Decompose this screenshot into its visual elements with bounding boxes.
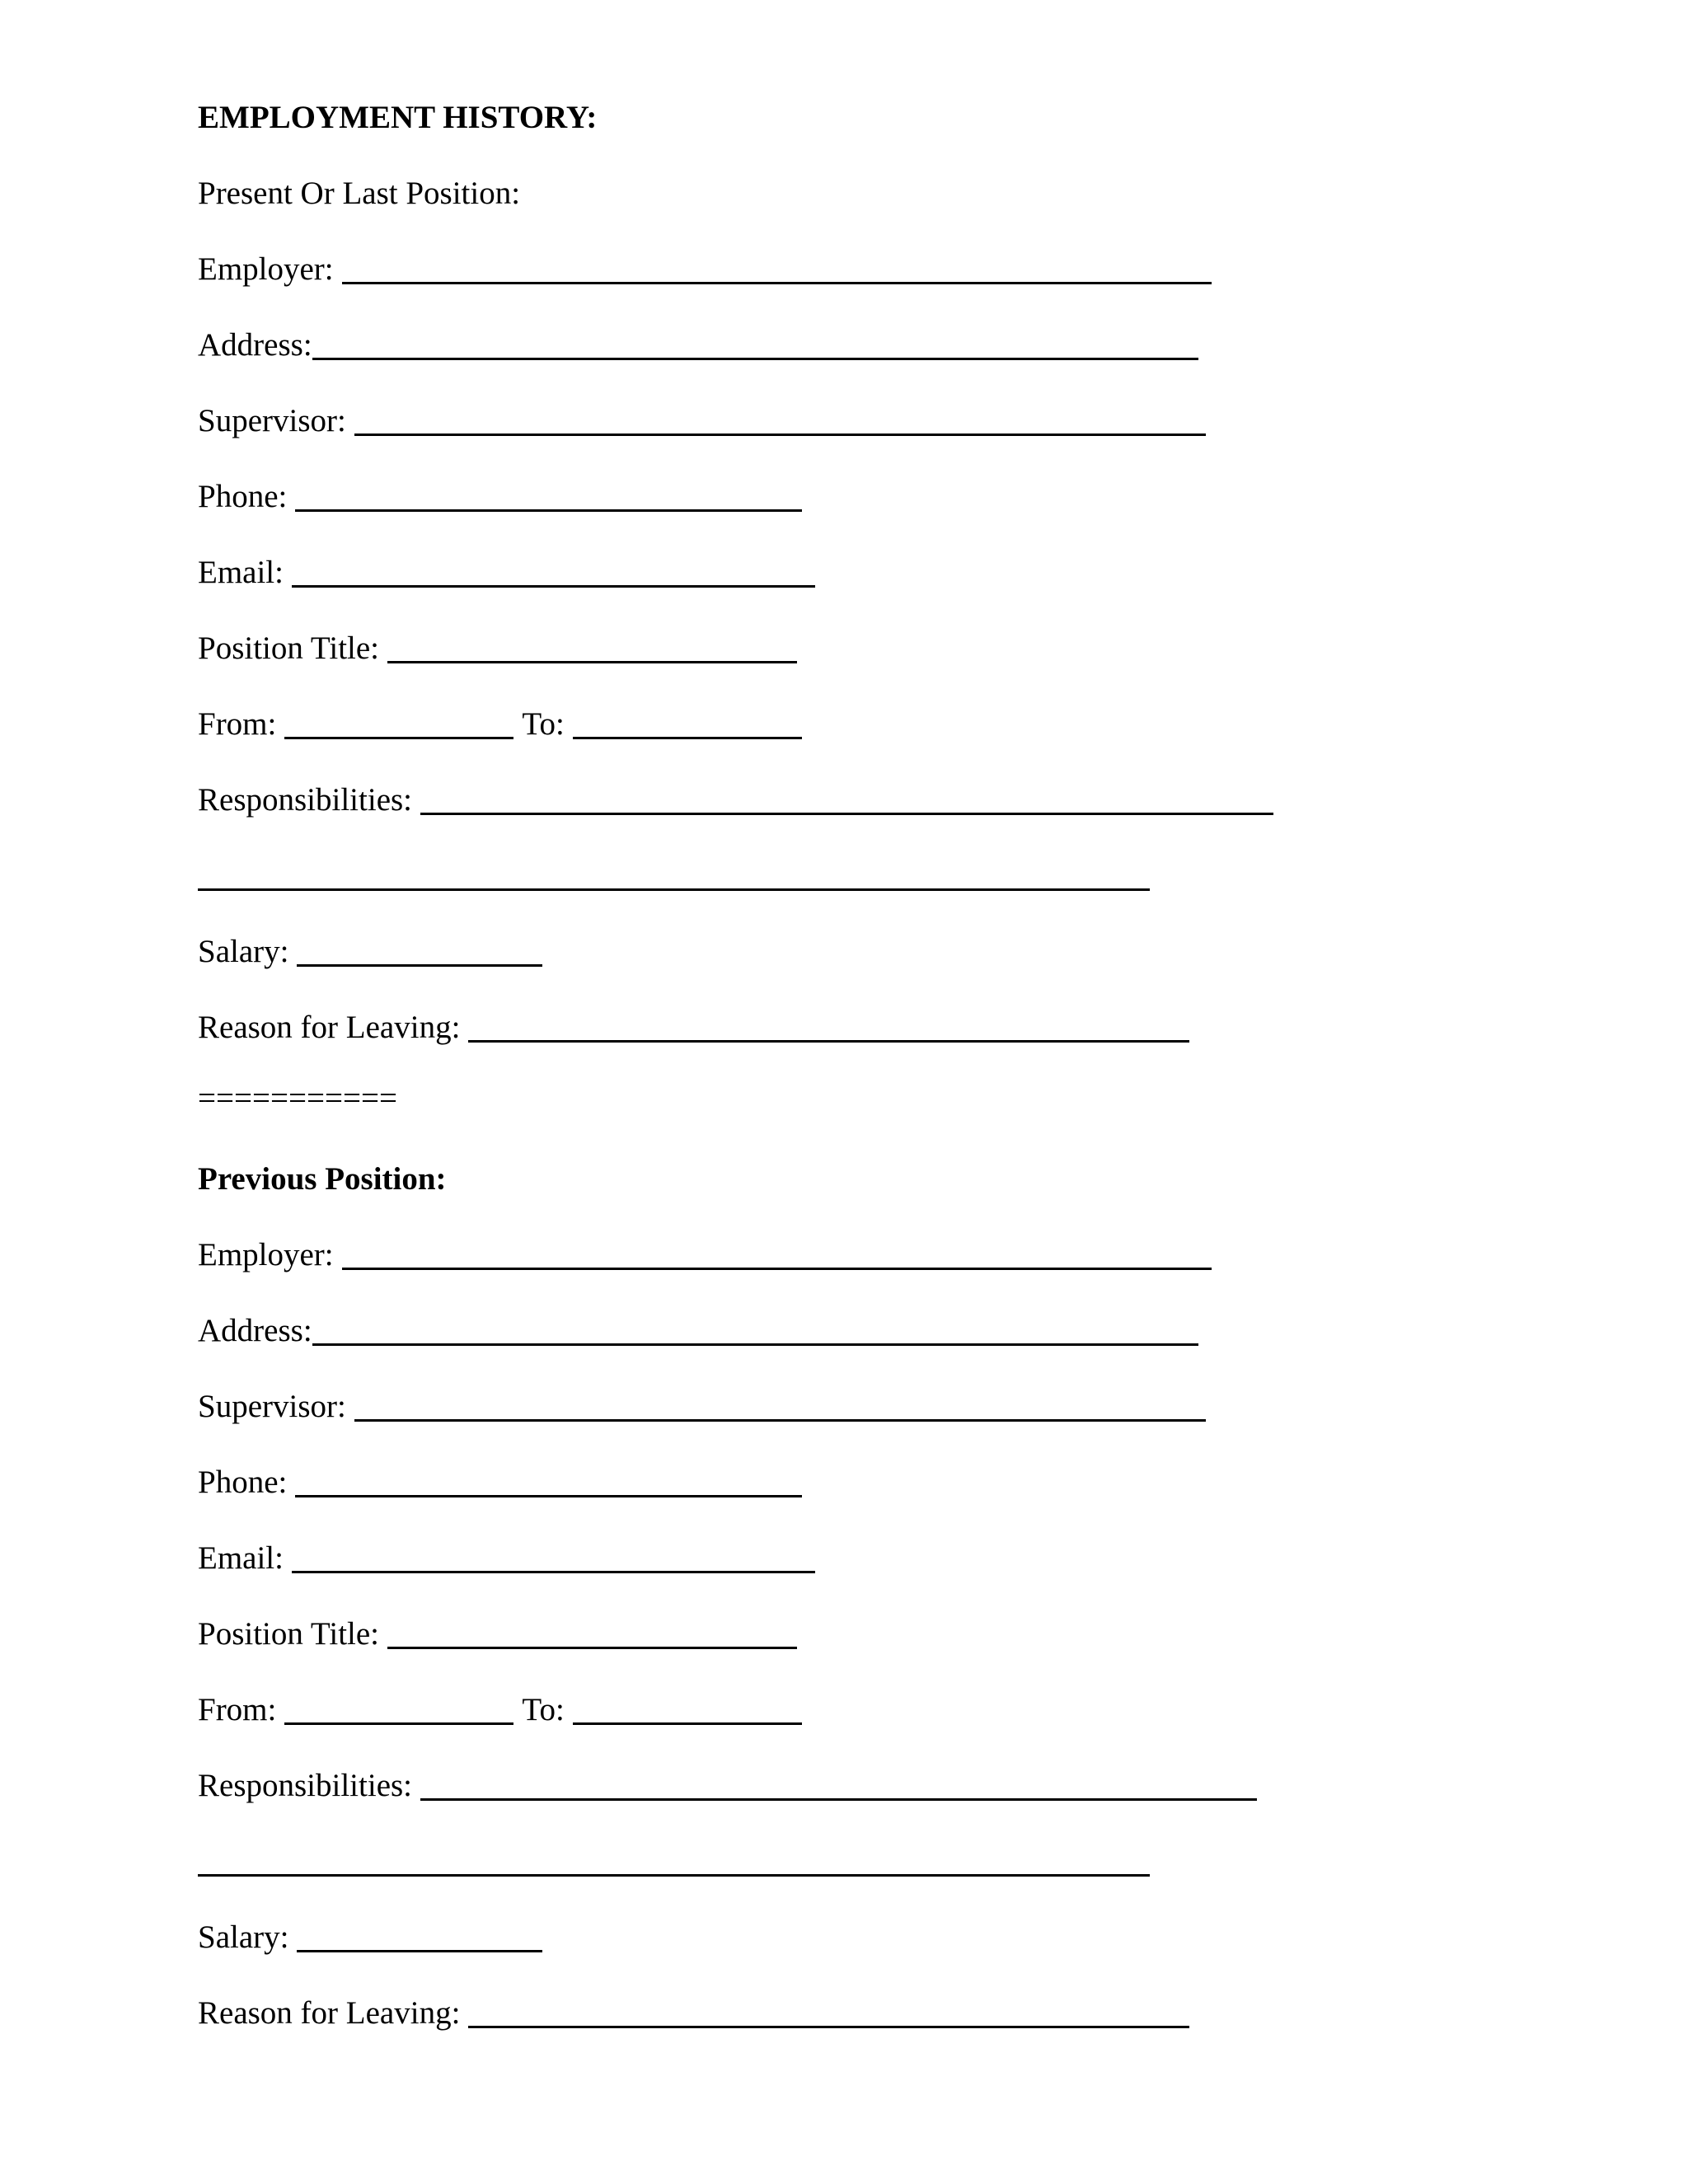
previous-to-label: To: (522, 1692, 565, 1727)
previous-email-row (198, 1534, 815, 1583)
previous-phone-label: Phone: (198, 1465, 288, 1500)
present-employer-row (198, 245, 1212, 294)
present-responsibilities-row-2 (198, 851, 1150, 901)
previous-employer-label: Employer: (198, 1237, 334, 1272)
previous-responsibilities-row-2 (198, 1837, 1150, 1886)
present-to-field[interactable] (573, 737, 802, 739)
present-address-row (198, 321, 1198, 370)
previous-to-field[interactable] (573, 1722, 802, 1725)
present-phone-field[interactable] (295, 509, 802, 512)
previous-phone-row (198, 1458, 802, 1507)
present-address-field[interactable] (312, 358, 1198, 360)
present-dates-row (198, 700, 802, 749)
previous-dates-row (198, 1685, 802, 1735)
previous-email-label: Email: (198, 1540, 284, 1576)
previous-responsibilities-field-2[interactable] (198, 1874, 1150, 1877)
previous-responsibilities-row (198, 1761, 1257, 1811)
present-position-title-field[interactable] (387, 661, 797, 663)
present-responsibilities-field-2[interactable] (198, 888, 1150, 891)
present-heading (198, 169, 520, 218)
previous-reason-label: Reason for Leaving: (198, 1995, 461, 2031)
present-employer-label: Employer: (198, 251, 334, 287)
previous-employer-field[interactable] (342, 1268, 1212, 1270)
present-supervisor-row (198, 396, 1206, 446)
previous-supervisor-field[interactable] (354, 1419, 1206, 1422)
present-address-label: Address: (198, 327, 312, 363)
previous-heading-text: Previous Position: (198, 1161, 447, 1197)
present-reason-label: Reason for Leaving: (198, 1010, 461, 1045)
previous-from-label: From: (198, 1692, 277, 1727)
previous-reason-row (198, 1989, 1189, 2038)
present-phone-row (198, 472, 802, 522)
present-to-label: To: (522, 706, 565, 742)
present-supervisor-label: Supervisor: (198, 403, 346, 438)
previous-position-title-field[interactable] (387, 1647, 797, 1649)
present-from-field[interactable] (284, 737, 513, 739)
present-salary-field[interactable] (297, 964, 542, 967)
previous-employer-row (198, 1230, 1212, 1280)
section-separator (198, 1074, 397, 1123)
present-email-label: Email: (198, 555, 284, 590)
form-title-text: EMPLOYMENT HISTORY: (198, 100, 598, 135)
previous-email-field[interactable] (292, 1571, 815, 1573)
previous-supervisor-row (198, 1382, 1206, 1432)
form-title (198, 93, 597, 143)
previous-address-label: Address: (198, 1313, 312, 1348)
previous-salary-row (198, 1913, 542, 1962)
previous-salary-label: Salary: (198, 1919, 289, 1955)
previous-phone-field[interactable] (295, 1495, 802, 1497)
present-position-title-label: Position Title: (198, 630, 380, 666)
present-from-label: From: (198, 706, 277, 742)
present-heading-text: Present Or Last Position: (198, 176, 521, 211)
present-salary-label: Salary: (198, 934, 289, 969)
previous-responsibilities-field[interactable] (420, 1798, 1257, 1801)
present-employer-field[interactable] (342, 282, 1212, 284)
present-supervisor-field[interactable] (354, 434, 1206, 436)
previous-supervisor-label: Supervisor: (198, 1389, 346, 1424)
previous-reason-field[interactable] (468, 2026, 1189, 2028)
previous-address-field[interactable] (312, 1343, 1198, 1346)
present-responsibilities-row (198, 776, 1273, 825)
present-reason-row (198, 1003, 1189, 1052)
present-responsibilities-label: Responsibilities: (198, 782, 413, 818)
separator-text: =========== (198, 1080, 397, 1116)
previous-position-title-label: Position Title: (198, 1616, 380, 1652)
previous-address-row (198, 1306, 1198, 1356)
present-phone-label: Phone: (198, 479, 288, 514)
previous-position-title-row (198, 1610, 797, 1659)
present-salary-row (198, 927, 542, 977)
present-email-field[interactable] (292, 585, 815, 588)
previous-responsibilities-label: Responsibilities: (198, 1768, 413, 1803)
previous-salary-field[interactable] (297, 1950, 542, 1952)
present-position-title-row (198, 624, 797, 673)
present-responsibilities-field[interactable] (420, 813, 1273, 815)
present-reason-field[interactable] (468, 1040, 1189, 1043)
present-email-row (198, 548, 815, 598)
previous-heading (198, 1155, 447, 1204)
previous-from-field[interactable] (284, 1722, 513, 1725)
